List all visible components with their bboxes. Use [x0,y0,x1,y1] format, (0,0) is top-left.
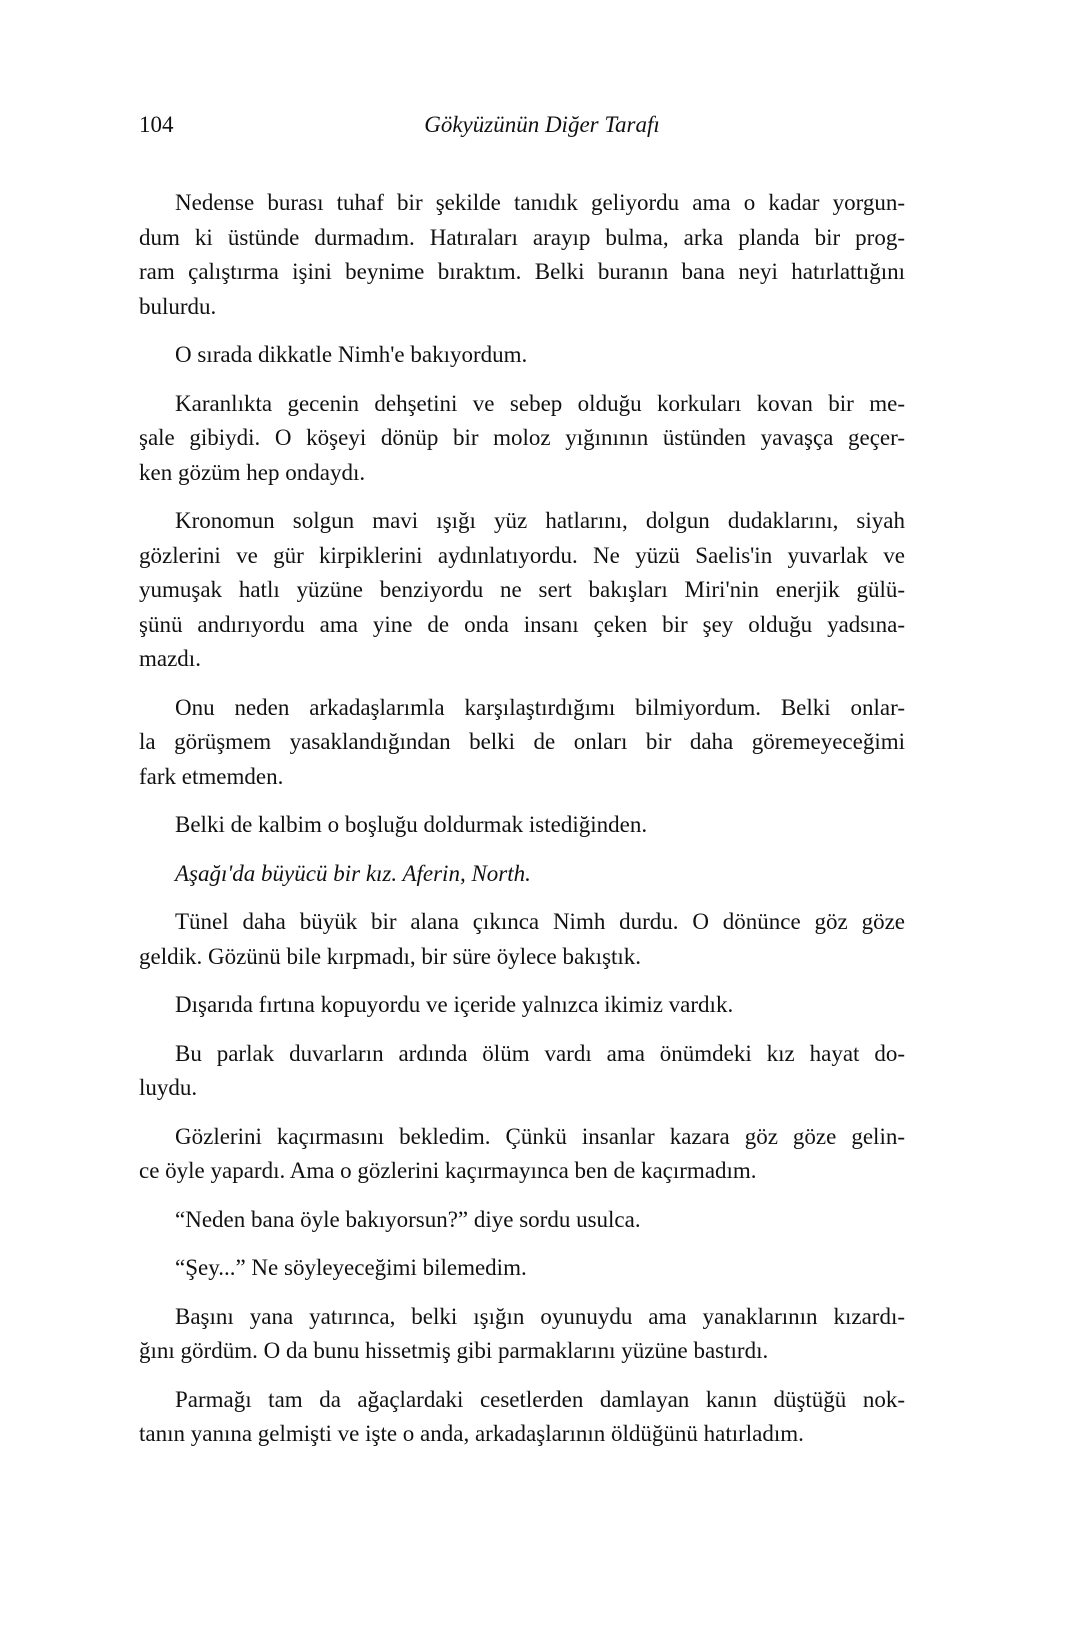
paragraph [139,857,905,892]
text-line: luydu. [139,1075,198,1100]
text-line: ce öyle yapardı. Ama o gözlerini kaçırmayınca ben de kaçırmadım. [139,1158,757,1183]
text-line: dum ki üstünde durmadım. Hatıraları arayıp bulma, arka planda bir prog- [139,224,905,250]
text-line: Dışarıda fırtına kopuyordu ve içeride yalnızca ikimiz vardık. [175,992,734,1017]
text-line: Aşağı'da büyücü bir kız. Aferin, North. [175,860,531,886]
text-line: bulurdu. [139,293,217,319]
paragraph [139,1120,905,1189]
paragraph [139,1203,905,1238]
paragraph [139,1251,905,1286]
paragraph [139,691,905,795]
page-body [139,186,905,1466]
text-line: Kronomun solgun mavi ışığı yüz hatlarını, dolgun dudaklarını, siyah [175,508,905,533]
text-line: şünü andırıyordu ama yine de onda insanı çeken bir şey olduğu yadsına- [139,611,905,637]
paragraph [139,808,905,843]
paragraph [139,186,905,324]
text-line: gözlerini ve gür kirpiklerini aydınlatıyordu. Ne yüzü Saelis'in yuvarlak ve [139,542,905,568]
text-line: Başını yana yatırınca, belki ışığın oyunuydu ama yanaklarının kızardı- [175,1303,905,1329]
text-line: ram çalıştırma işini beynime bıraktım. Belki buranın bana neyi hatırlattığını [139,259,905,284]
text-line: mazdı. [139,646,201,671]
text-line: ken gözüm hep ondaydı. [139,459,366,485]
page-header [139,112,905,146]
text-line: Onu neden arkadaşlarımla karşılaştırdığımı bilmiyordum. Belki onlar- [175,694,905,720]
paragraph [139,387,905,491]
text-line: şale gibiydi. O köşeyi dönüp bir moloz yığınının üstünden yavaşça geçer- [139,425,905,450]
paragraph [139,1037,905,1106]
text-line: Belki de kalbim o boşluğu doldurmak istediğinden. [175,812,648,837]
text-line: Tünel daha büyük bir alana çıkınca Nimh durdu. O dönünce göz göze [175,909,905,934]
paragraph [139,905,905,974]
text-line: “Neden bana öyle bakıyorsun?” diye sordu usulca. [175,1206,641,1232]
text-line: ğını gördüm. O da bunu hissetmiş gibi parmaklarını yüzüne bastırdı. [139,1338,769,1363]
text-line: tanın yanına gelmişti ve işte o anda, arkadaşlarının öldüğünü hatırladım. [139,1421,804,1446]
text-line: Bu parlak duvarların ardında ölüm vardı ama önümdeki kız hayat do- [175,1040,905,1066]
text-line: fark etmemden. [139,763,284,789]
page-number: 104 [139,112,174,137]
paragraph [139,1300,905,1369]
paragraph [139,504,905,677]
text-line: la görüşmem yasaklandığından belki de onları bir daha göremeyeceğimi [139,729,905,754]
text-line: Karanlıkta gecenin dehşetini ve sebep olduğu korkuları kovan bir me- [175,390,905,416]
text-line: “Şey...” Ne söyleyeceğimi bilemedim. [175,1255,527,1280]
text-line: Nedense burası tuhaf bir şekilde tanıdık geliyordu ama o kadar yorgun- [175,190,905,215]
text-line: geldik. Gözünü bile kırpmadı, bir süre öylece bakıştık. [139,943,642,969]
paragraph [139,988,905,1023]
text-line: Parmağı tam da ağaçlardaki cesetlerden damlayan kanın düştüğü nok- [175,1386,905,1412]
running-title: Gökyüzünün Diğer Tarafı [424,112,660,137]
text-line: yumuşak hatlı yüzüne benziyordu ne sert bakışları Miri'nin enerjik gülü- [139,577,905,602]
paragraph [139,338,905,373]
text-line: O sırada dikkatle Nimh'e bakıyordum. [175,342,528,367]
text-line: Gözlerini kaçırmasını bekledim. Çünkü insanlar kazara göz göze gelin- [175,1123,905,1149]
paragraph [139,1383,905,1452]
